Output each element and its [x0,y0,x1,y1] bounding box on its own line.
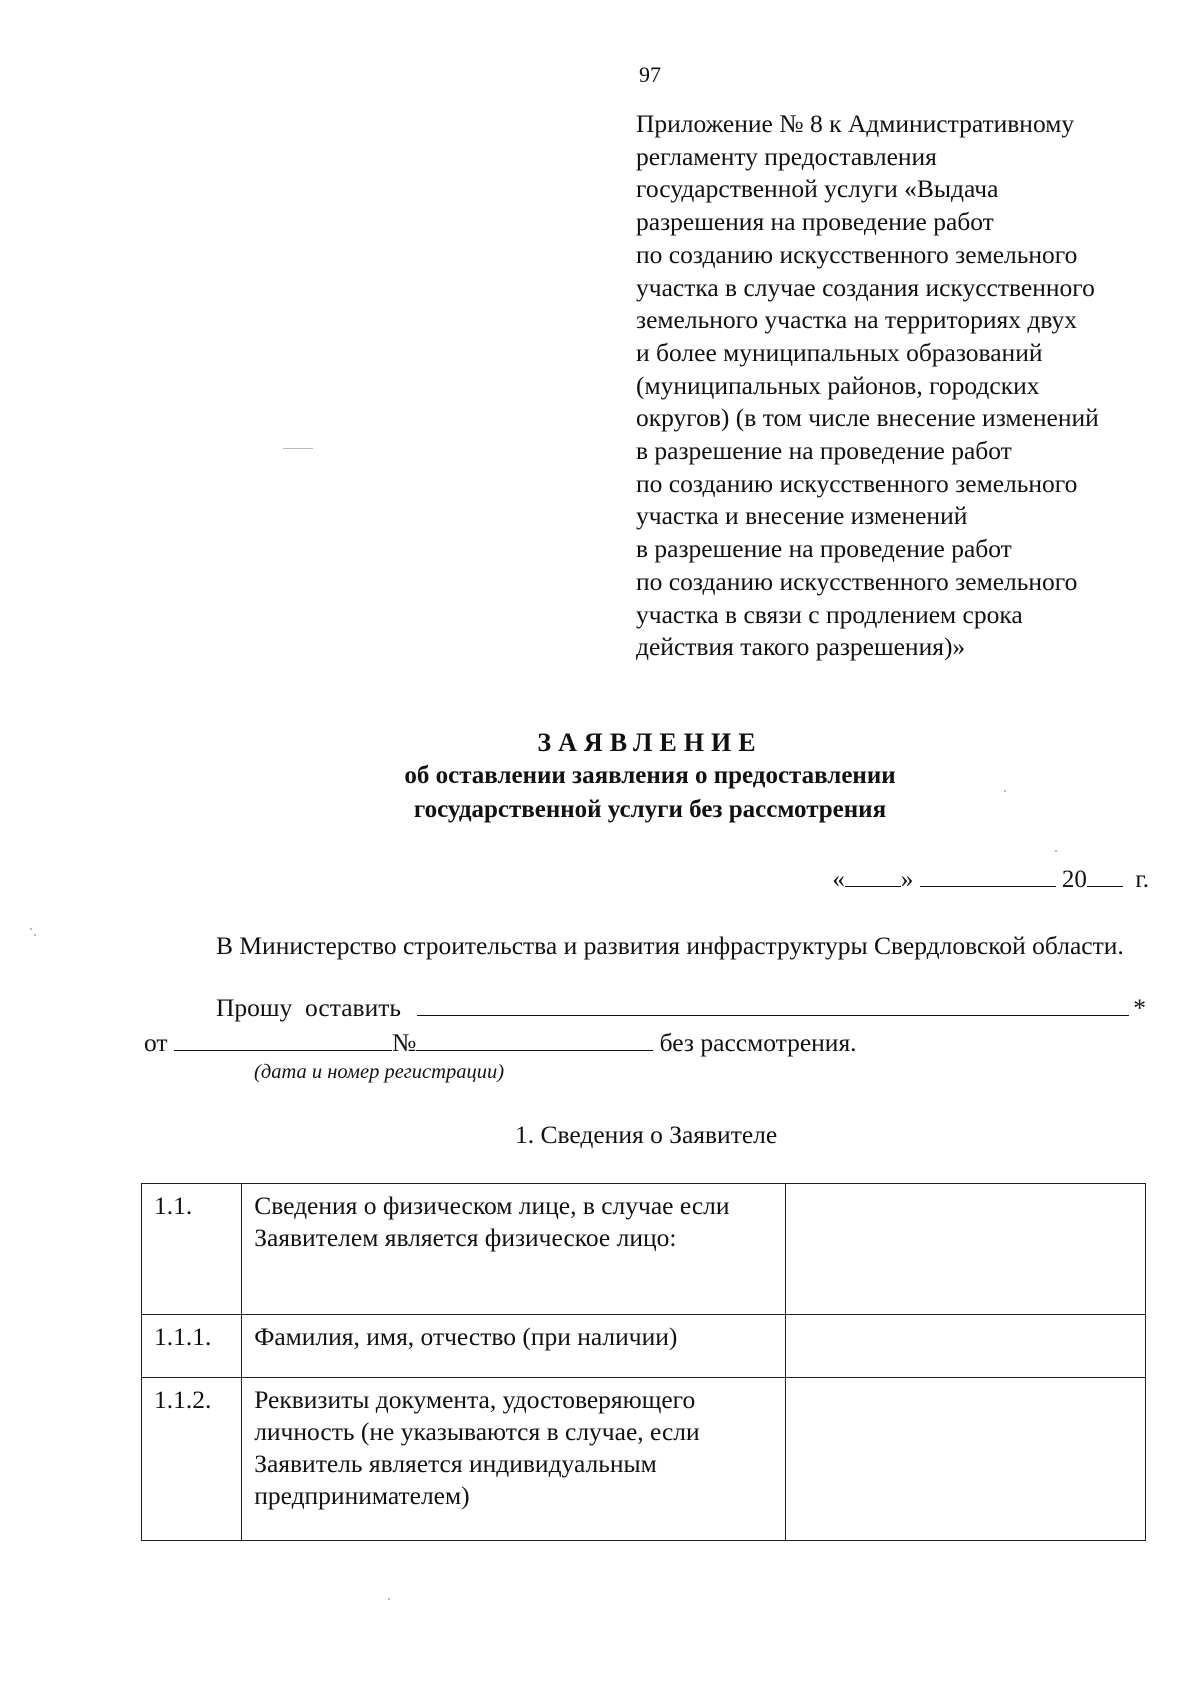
scan-artifact [283,448,313,449]
scan-artifact [388,1598,390,1600]
appendix-line: округов) (в том числе внесение изменений [636,403,1099,433]
appendix-line: участка и внесение изменений [636,501,968,531]
date-line [832,866,1149,894]
appendix-line: по созданию искусственного земельного [636,468,1078,498]
appendix-line: в разрешение на проведение работ [636,534,1012,564]
request-blank [417,995,1129,1016]
request-label: Прошу оставить [216,993,401,1022]
appendix-line: государственной услуги «Выдача [636,174,999,204]
section-heading: 1. Сведения о Заявителе [515,1120,778,1149]
appendix-line: Приложение № 8 к Административному [636,109,1075,138]
appendix-line: земельного участка на территориях двух [636,305,1077,335]
year-prefix: 20 [1061,866,1087,893]
row-value-cell [786,1184,1146,1315]
appendix-note [636,108,1176,664]
request-suffix: без рассмотрения. [659,1028,857,1057]
scan-artifact [30,928,32,930]
appendix-line: разрешения на проведение работ [636,207,994,237]
table-row [142,1184,1146,1315]
document-subtitle-line-1: об оставлении заявления о предоставлении [404,762,896,789]
appendix-line: действия такого разрешения)» [636,632,966,662]
table-row [142,1378,1146,1541]
date-close-quote: » [900,866,914,893]
appendix-line: и более муниципальных образований [636,337,1043,367]
row-value-cell [786,1378,1146,1541]
registration-line [144,1028,857,1058]
scan-artifact [1055,850,1057,852]
row-number: 1.1.1. [142,1315,242,1378]
row-description: Сведения о физическом лице, в случае если Заявителем является физическое лицо: [242,1184,786,1315]
applicant-info-table [141,1183,1146,1541]
registration-number-blank [416,1032,653,1051]
document-subtitle-line-2: государственной услуги без рассмотрения [413,796,887,823]
number-sign: № [391,1028,417,1057]
scan-artifact [1004,790,1006,792]
scan-artifact [34,934,36,936]
year-blank [1087,868,1123,887]
row-value-cell [786,1315,1146,1378]
document-title: ЗАЯВЛЕНИЕ [537,728,763,757]
request-line [216,993,1146,1023]
year-suffix: г. [1135,866,1149,893]
month-blank [920,868,1056,887]
appendix-line: по созданию искусственного земельного [636,566,1078,596]
row-description: Реквизиты документа, удостоверяющего личность (не указываются в случае, если Заявитель является индивидуальным предпринимателем) [242,1378,786,1541]
table-row [142,1315,1146,1378]
from-label: от [144,1028,168,1057]
registration-date-blank [174,1032,392,1051]
appendix-line: регламенту предоставления [636,141,937,171]
appendix-line: в разрешение на проведение работ [636,436,1012,466]
addressee-paragraph: В Министерство строительства и развития инфраструктуры Свердловской области. [216,931,1124,960]
appendix-line: (муниципальных районов, городских [636,370,1040,400]
appendix-line: участка в случае создания искусственного [636,272,1095,302]
page-number: 97 [639,62,661,87]
day-blank [845,868,901,887]
row-number: 1.1. [142,1184,242,1315]
date-open-quote: « [832,866,845,893]
appendix-line: участка в связи с продлением срока [636,599,1023,629]
registration-hint: (дата и номер регистрации) [254,1061,505,1083]
appendix-line: по созданию искусственного земельного [636,239,1078,269]
row-number: 1.1.2. [142,1378,242,1541]
asterisk-mark: * [1133,993,1146,1022]
row-description: Фамилия, имя, отчество (при наличии) [242,1315,786,1378]
